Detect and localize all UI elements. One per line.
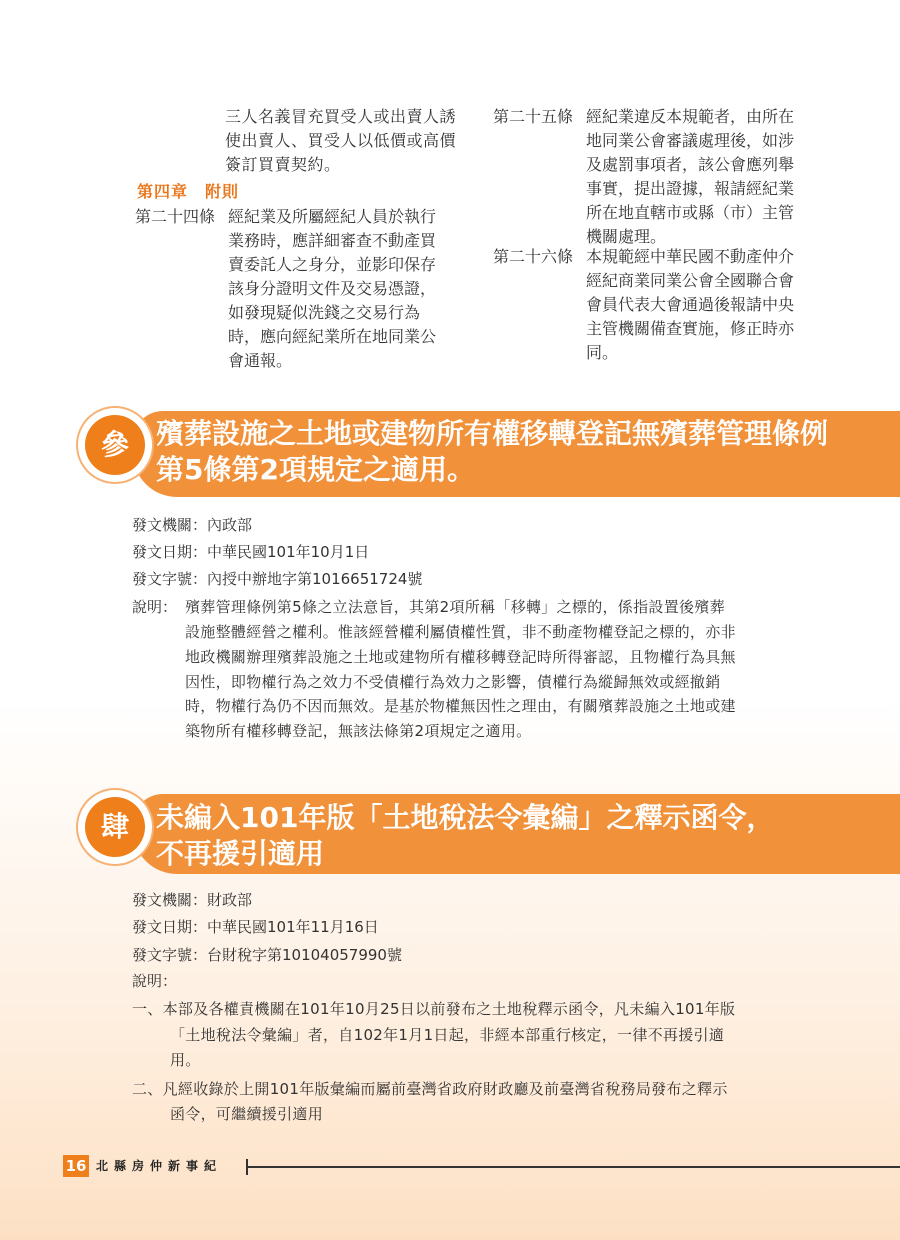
text-line: 經紀業違反本規範者，由所在 xyxy=(586,107,795,126)
text-line: 主管機關備查實施，修正時亦 xyxy=(586,319,795,338)
title-line: 殯葬設施之土地或建物所有權移轉登記無殯葬管理條例 xyxy=(156,417,829,450)
explanation-item-line: 用。 xyxy=(170,1051,201,1069)
explanation-line: 地政機關辦理殯葬設施之土地或建物所有權移轉登記時所得審認，且物權行為具無 xyxy=(185,648,736,666)
text-line: 事實，提出證據，報請經紀業 xyxy=(586,179,795,198)
explanation-line: 因性，即物權行為之效力不受債權行為效力之影響，債權行為縱歸無效或經撤銷 xyxy=(185,673,721,691)
section-title xyxy=(156,800,774,872)
explanation-line: 設施整體經營之權利。惟該經營權利屬債權性質，非不動產物權登記之標的，亦非 xyxy=(185,623,736,641)
text-line: 業務時，應詳細審查不動產買 xyxy=(228,231,437,250)
left-continuation xyxy=(225,105,456,177)
article-body xyxy=(586,245,794,365)
explanation-label: 說明： xyxy=(132,598,178,616)
title-line: 不再援引適用 xyxy=(156,837,325,870)
explanation-item-line: 二、凡經收錄於上開101年版彙編而屬前臺灣省政府財政廳及前臺灣省稅務局發布之釋示 xyxy=(132,1080,728,1098)
article-label: 第二十四條 xyxy=(135,207,216,226)
text-line: 會通報。 xyxy=(228,351,293,370)
footer-rule xyxy=(246,1166,900,1168)
explanation-label: 說明： xyxy=(132,972,178,990)
text-line: 使出賣人、買受人以低價或高價 xyxy=(225,131,457,150)
section-4-banner xyxy=(78,790,900,876)
text-line: 時，應向經紀業所在地同業公 xyxy=(228,327,437,346)
document-number: 發文字號：台財稅字第10104057990號 xyxy=(132,946,402,964)
publication-title: 北縣房仲新事紀 xyxy=(96,1159,223,1173)
text-line: 該身分證明文件及交易憑證， xyxy=(228,279,437,298)
document-number: 發文字號：內授中辦地字第1016651724號 xyxy=(132,570,423,588)
title-line: 第5條第2項規定之適用。 xyxy=(156,453,475,486)
section-3-banner xyxy=(78,408,900,498)
text-line: 賣委託人之身分，並影印保存 xyxy=(228,255,437,274)
section-badge xyxy=(78,408,152,482)
article-body xyxy=(228,205,436,373)
explanation-line: 築物所有權移轉登記，無該法條第2項規定之適用。 xyxy=(185,722,532,740)
section-badge xyxy=(78,790,152,864)
text-line: 經紀商業同業公會全國聯合會 xyxy=(586,271,795,290)
article-label: 第二十五條 xyxy=(493,107,574,126)
text-line: 如發現疑似洗錢之交易行為 xyxy=(228,303,421,322)
explanation-item-line: 一、本部及各權責機關在101年10月25日以前發布之土地稅釋示函令，凡未編入101年版 xyxy=(132,1000,736,1018)
text-line: 地同業公會審議處理後，如涉 xyxy=(586,131,795,150)
issuing-agency: 發文機關：內政部 xyxy=(132,516,253,534)
text-line: 經紀業及所屬經紀人員於執行 xyxy=(228,207,437,226)
article-label: 第二十六條 xyxy=(493,247,574,266)
explanation-item-line: 函令，可繼續援引適用 xyxy=(170,1105,324,1123)
text-line: 簽訂買賣契約。 xyxy=(225,155,341,174)
text-line: 及處罰事項者，該公會應列舉 xyxy=(586,155,795,174)
text-line: 機關處理。 xyxy=(586,227,667,246)
issue-date: 發文日期：中華民國101年10月1日 xyxy=(132,543,370,561)
section-title xyxy=(156,416,828,488)
explanation-line: 時，物權行為仍不因而無效。是基於物權無因性之理由，有關殯葬設施之土地或建 xyxy=(185,697,736,715)
explanation-line: 殯葬管理條例第5條之立法意旨，其第2項所稱「移轉」之標的，係指設置後殯葬 xyxy=(185,598,725,616)
issuing-agency: 發文機關：財政部 xyxy=(132,891,253,909)
text-line: 本規範經中華民國不動產仲介 xyxy=(586,247,795,266)
text-line: 三人名義冒充買受人或出賣人誘 xyxy=(225,107,457,126)
badge-text: 肆 xyxy=(85,797,145,857)
title-line: 未編入101年版「土地稅法令彙編」之釋示函令， xyxy=(156,801,775,834)
chapter-heading: 第四章 附則 xyxy=(137,182,240,201)
page-number: 16 xyxy=(63,1155,89,1177)
text-line: 所在地直轄市或縣（市）主管 xyxy=(586,203,795,222)
text-line: 會員代表大會通過後報請中央 xyxy=(586,295,795,314)
text-line: 同。 xyxy=(586,343,619,362)
issue-date: 發文日期：中華民國101年11月16日 xyxy=(132,918,379,936)
badge-text: 參 xyxy=(85,415,145,475)
article-body xyxy=(586,105,794,249)
explanation-item-line: 「土地稅法令彙編」者，自102年1月1日起，非經本部重行核定，一律不再援引適 xyxy=(170,1026,725,1044)
